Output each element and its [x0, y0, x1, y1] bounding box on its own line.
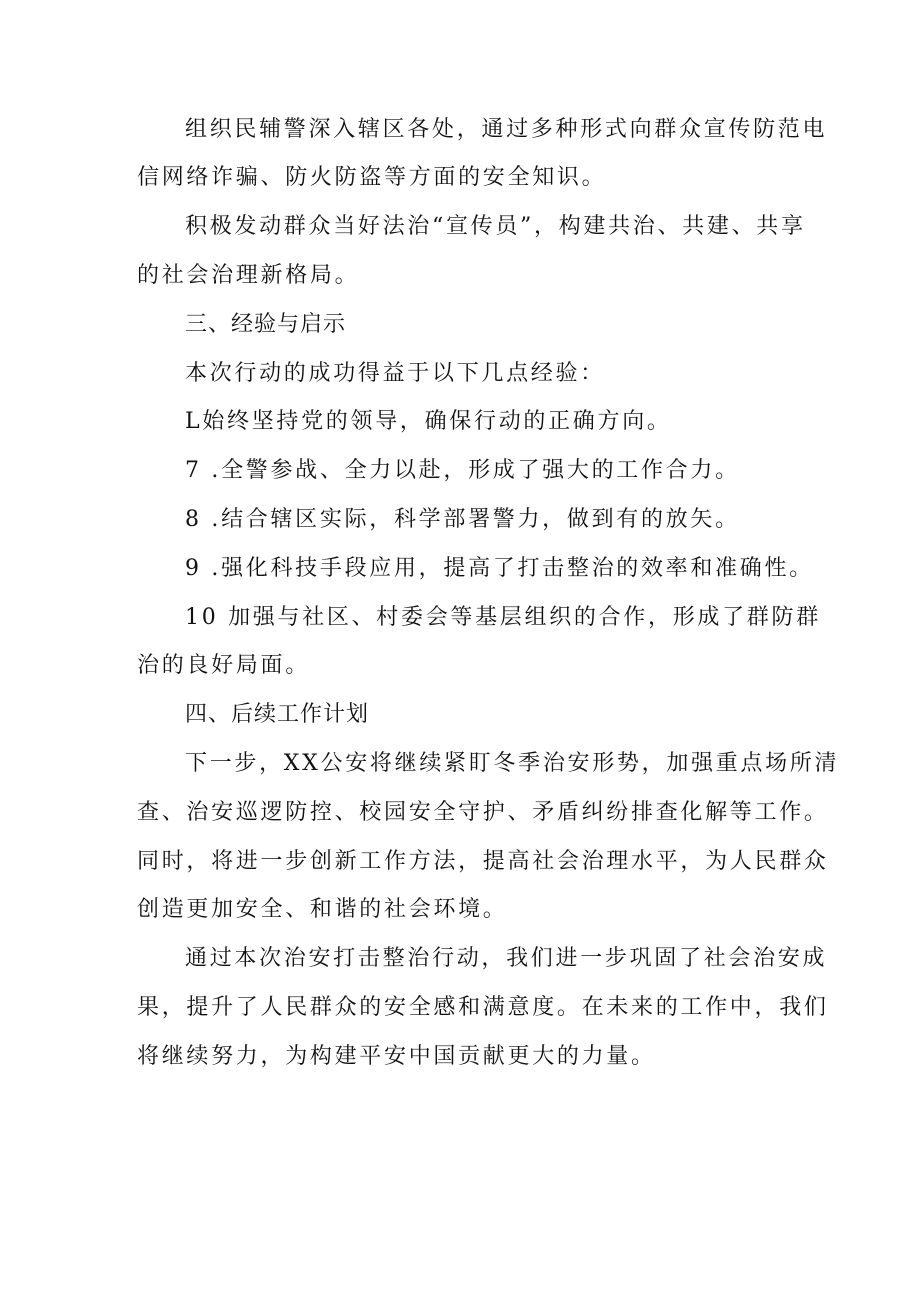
paragraph-1-line-2: 信网络诈骗、防火防盗等方面的安全知识。: [137, 165, 607, 190]
paragraph-2-line-1: 积极发动群众当好法治“宣传员”，构建共治、共建、共享: [185, 214, 806, 239]
list-item-10-line-2: 治的良好局面。: [137, 653, 310, 678]
list-item-8: 8 .结合辖区实际，科学部署警力，做到有的放矢。: [185, 507, 740, 532]
paragraph-3: 本次行动的成功得益于以下几点经验：: [185, 361, 605, 386]
paragraph-4-line-2: 查、治安巡逻防控、校园安全守护、矛盾纠纷排查化解等工作。: [137, 800, 829, 825]
paragraph-4-line-1: 下一步，XX公安将继续紧盯冬季治安形势，加强重点场所清: [185, 751, 840, 776]
paragraph-2-line-2: 的社会治理新格局。: [137, 263, 360, 288]
list-item-10-line-1: 10 加强与社区、村委会等基层组织的合作，形成了群防群: [185, 605, 821, 630]
list-item-7: 7 .全警参战、全力以赴，形成了强大的工作合力。: [185, 458, 740, 483]
paragraph-1-line-1: 组织民辅警深入辖区各处，通过多种形式向群众宣传防范电: [185, 117, 828, 142]
section-heading-4: 四、后续工作计划: [185, 702, 370, 727]
paragraph-4-line-4: 创造更加安全、和谐的社会环境。: [137, 897, 508, 922]
paragraph-5-line-1: 通过本次治安打击整治行动，我们进一步巩固了社会治安成: [185, 946, 828, 971]
paragraph-5-line-2: 果，提升了人民群众的安全感和满意度。在未来的工作中，我们: [137, 995, 829, 1020]
list-item-9: 9 .强化科技手段应用，提高了打击整治的效率和准确性。: [185, 556, 814, 581]
paragraph-5-line-3: 将继续努力，为构建平安中国贡献更大的力量。: [137, 1044, 656, 1069]
paragraph-4-line-3: 同时，将进一步创新工作方法，提高社会治理水平，为人民群众: [137, 849, 829, 874]
section-heading-3: 三、经验与启示: [185, 312, 347, 337]
list-item-1: L始终坚持党的领导，确保行动的正确方向。: [185, 409, 672, 434]
